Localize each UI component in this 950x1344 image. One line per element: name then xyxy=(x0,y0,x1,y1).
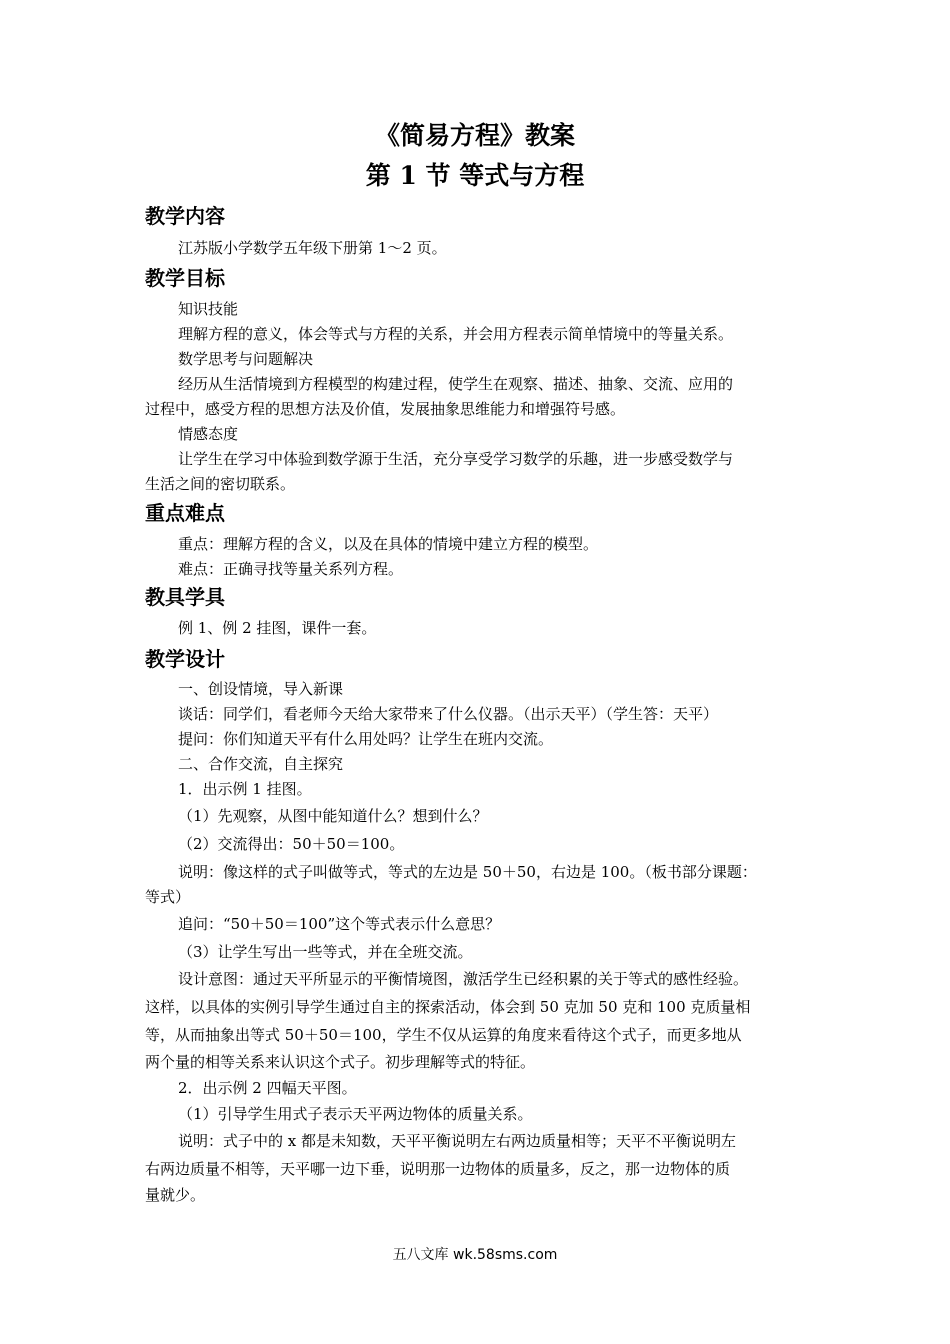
paragraph-line: 江苏版小学数学五年级下册第 1～2 页。 xyxy=(178,239,447,257)
paragraph-line: （3）让学生写出一些等式，并在全班交流。 xyxy=(178,943,473,961)
paragraph-line: 难点：正确寻找等量关系列方程。 xyxy=(178,560,404,578)
paragraph-line: 两个量的相等关系来认识这个式子。初步理解等式的特征。 xyxy=(145,1053,536,1071)
paragraph-line: 2．出示例 2 四幅天平图。 xyxy=(178,1079,357,1097)
paragraph-line: 设计意图：通过天平所显示的平衡情境图，激活学生已经积累的关于等式的感性经验。 xyxy=(178,970,749,988)
paragraph-line: 重点：理解方程的含义，以及在具体的情境中建立方程的模型。 xyxy=(178,535,599,553)
paragraph-line: 理解方程的意义，体会等式与方程的关系，并会用方程表示简单情境中的等量关系。 xyxy=(178,325,734,343)
paragraph-line: 提问：你们知道天平有什么用处吗？让学生在班内交流。 xyxy=(178,730,554,748)
heading-goals: 教学目标 xyxy=(145,266,225,290)
paragraph-line: （1）先观察，从图中能知道什么？想到什么？ xyxy=(178,807,488,825)
subheading-knowledge: 知识技能 xyxy=(178,300,239,318)
subheading-attitude: 情感态度 xyxy=(178,425,239,443)
document-title: 《简易方程》教案 xyxy=(374,121,575,150)
heading-key-points: 重点难点 xyxy=(145,501,225,525)
paragraph-line: 量就少。 xyxy=(145,1186,206,1204)
section-title: 第 1 节 等式与方程 xyxy=(365,161,585,190)
paragraph-line: 让学生在学习中体验到数学源于生活，充分享受学习数学的乐趣，进一步感受数学与 xyxy=(178,450,734,468)
paragraph-line: 这样，以具体的实例引导学生通过自主的探索活动，体会到 50 克加 50 克和 100 克质量相 xyxy=(145,998,751,1016)
paragraph-line: 生活之间的密切联系。 xyxy=(145,475,296,493)
paragraph-line: （2）交流得出：50＋50＝100。 xyxy=(178,835,405,853)
paragraph-line: 过程中，感受方程的思想方法及价值，发展抽象思维能力和增强符号感。 xyxy=(145,400,626,418)
subheading-thinking: 数学思考与问题解决 xyxy=(178,350,314,368)
heading-content: 教学内容 xyxy=(145,204,225,228)
paragraph-line: 右两边质量不相等，天平哪一边下垂，说明那一边物体的质量多，反之，那一边物体的质 xyxy=(145,1160,731,1178)
page-footer: 五八文库 wk.58sms.com xyxy=(392,1247,558,1263)
heading-tools: 教具学具 xyxy=(145,585,225,609)
paragraph-line: 等，从而抽象出等式 50＋50＝100，学生不仅从运算的角度来看待这个式子，而更多地从 xyxy=(145,1026,742,1044)
paragraph-line: 说明：式子中的 x 都是未知数，天平平衡说明左右两边质量相等；天平不平衡说明左 xyxy=(178,1132,736,1150)
paragraph-line: 说明：像这样的式子叫做等式，等式的左边是 50＋50，右边是 100。（板书部分课题： xyxy=(178,863,757,881)
paragraph-line: 例 1、例 2 挂图，课件一套。 xyxy=(178,619,377,637)
heading-design: 教学设计 xyxy=(145,647,225,671)
paragraph-line: 追问：“50＋50＝100”这个等式表示什么意思？ xyxy=(178,915,501,933)
paragraph-line: 谈话：同学们，看老师今天给大家带来了什么仪器。（出示天平）（学生答：天平） xyxy=(178,705,719,723)
paragraph-line: 等式） xyxy=(145,888,191,906)
paragraph-line: 经历从生活情境到方程模型的构建过程，使学生在观察、描述、抽象、交流、应用的 xyxy=(178,375,734,393)
paragraph-line: 一、创设情境，导入新课 xyxy=(178,680,344,698)
paragraph-line: 二、合作交流，自主探究 xyxy=(178,755,344,773)
paragraph-line: 1．出示例 1 挂图。 xyxy=(178,780,312,798)
paragraph-line: （1）引导学生用式子表示天平两边物体的质量关系。 xyxy=(178,1105,533,1123)
